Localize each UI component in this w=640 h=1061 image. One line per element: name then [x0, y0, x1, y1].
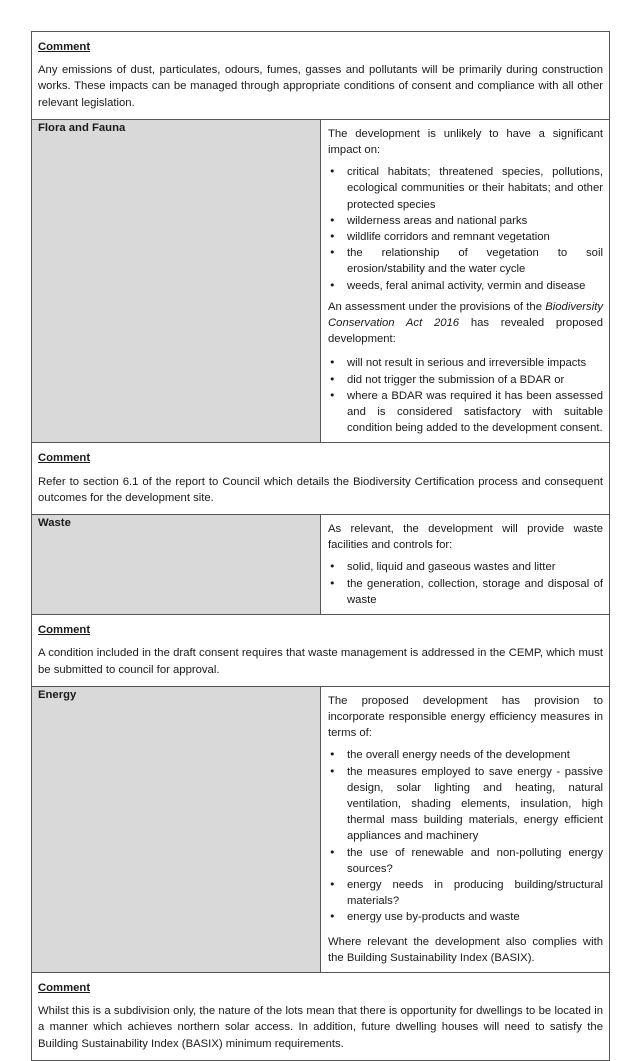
criteria-intro: As relevant, the development will provide waste facilities and controls for:: [328, 523, 603, 552]
list-item: • weeds, feral animal activity, vermin and disease: [347, 278, 603, 294]
comment-heading: Comment: [38, 624, 91, 637]
comment-cell: [32, 32, 610, 120]
criteria-intro: The proposed development has provision to incorporate responsible energy efficiency measures in terms of:: [328, 694, 603, 740]
comment-row-emissions: [32, 32, 610, 120]
criteria-row-waste: [32, 515, 610, 615]
criteria-label: Waste: [32, 515, 321, 615]
criteria-list: [328, 164, 603, 294]
assessment-text: [328, 299, 603, 348]
criteria-label: Flora and Fauna: [32, 119, 321, 443]
list-item: • critical habitats; threatened species, pollutions, ecological communities or their habitats; and other protected species: [347, 164, 603, 213]
list-item: • did not trigger the submission of a BDAR or: [347, 372, 603, 388]
comment-cell: [32, 972, 610, 1060]
list-item: • the use of renewable and non-polluting energy sources?: [347, 845, 603, 877]
comment-row-waste: [32, 615, 610, 687]
criteria-row-flora-fauna: [32, 119, 610, 443]
criteria-list: [328, 747, 603, 925]
comment-cell: [32, 443, 610, 515]
criteria-label: Energy: [32, 686, 321, 972]
comment-text: Refer to section 6.1 of the report to Council which details the Biodiversity Certification process and consequent outcomes for the development site.: [38, 475, 603, 504]
assessment-table: [31, 31, 610, 1061]
act-name: Biodiversity Conservation Act 2016: [328, 300, 603, 330]
list-item: • wildlife corridors and remnant vegetation: [347, 229, 603, 245]
criteria-intro: The development is unlikely to have a significant impact on:: [328, 127, 603, 157]
list-item: • where a BDAR was required it has been assessed and is considered satisfactory with suitable condition being added to the development consent.: [347, 388, 603, 437]
list-item: • energy needs in producing building/structural materials?: [347, 877, 603, 909]
comment-text: Any emissions of dust, particulates, odours, fumes, gasses and pollutants will be primarily during construction works. These impacts can be managed through appropriate conditions of consent and compliance with all other relevant legislation.: [38, 64, 603, 109]
criteria-body: [321, 686, 610, 972]
criteria-body: [321, 119, 610, 443]
criteria-outro: Where relevant the development also complies with the Building Sustainability Index (BASIX).: [328, 935, 603, 964]
comment-text: Whilst this is a subdivision only, the nature of the lots mean that there is opportunity for dwellings to be located in a manner which achieves northern solar access. In addition, future dwelling houses will need to satisfy the Building Sustainability Index (BASIX) minimum requirements.: [38, 1005, 603, 1050]
criteria-body: [321, 515, 610, 615]
list-item: • the measures employed to save energy - passive design, solar lighting and heating, natural ventilation, shading elements, insulation, high thermal mass building materials, energy efficient appliances and machinery: [347, 764, 603, 845]
list-item: • the relationship of vegetation to soil erosion/stability and the water cycle: [347, 245, 603, 277]
list-item: • wilderness areas and national parks: [347, 213, 603, 229]
assessment-text-pre: An assessment under the provisions of the: [328, 300, 546, 313]
list-item: • energy use by-products and waste: [347, 909, 603, 925]
comment-row-flora-fauna: [32, 443, 610, 515]
comment-row-energy: [32, 972, 610, 1060]
comment-text: A condition included in the draft consent requires that waste management is addressed in the CEMP, which must be submitted to council for approval.: [38, 647, 603, 676]
list-item: • the generation, collection, storage and disposal of waste: [347, 576, 603, 608]
criteria-list: [328, 559, 603, 608]
comment-heading: Comment: [38, 981, 91, 994]
list-item: • the overall energy needs of the development: [347, 747, 603, 763]
comment-heading: Comment: [38, 41, 91, 53]
list-item: • solid, liquid and gaseous wastes and litter: [347, 559, 603, 575]
comment-cell: [32, 615, 610, 687]
assessment-list: [328, 355, 603, 436]
assessment-text-post: has revealed proposed development:: [328, 317, 603, 346]
list-item: • will not result in serious and irreversible impacts: [347, 355, 603, 371]
comment-heading: Comment: [38, 452, 91, 465]
criteria-row-energy: [32, 686, 610, 972]
